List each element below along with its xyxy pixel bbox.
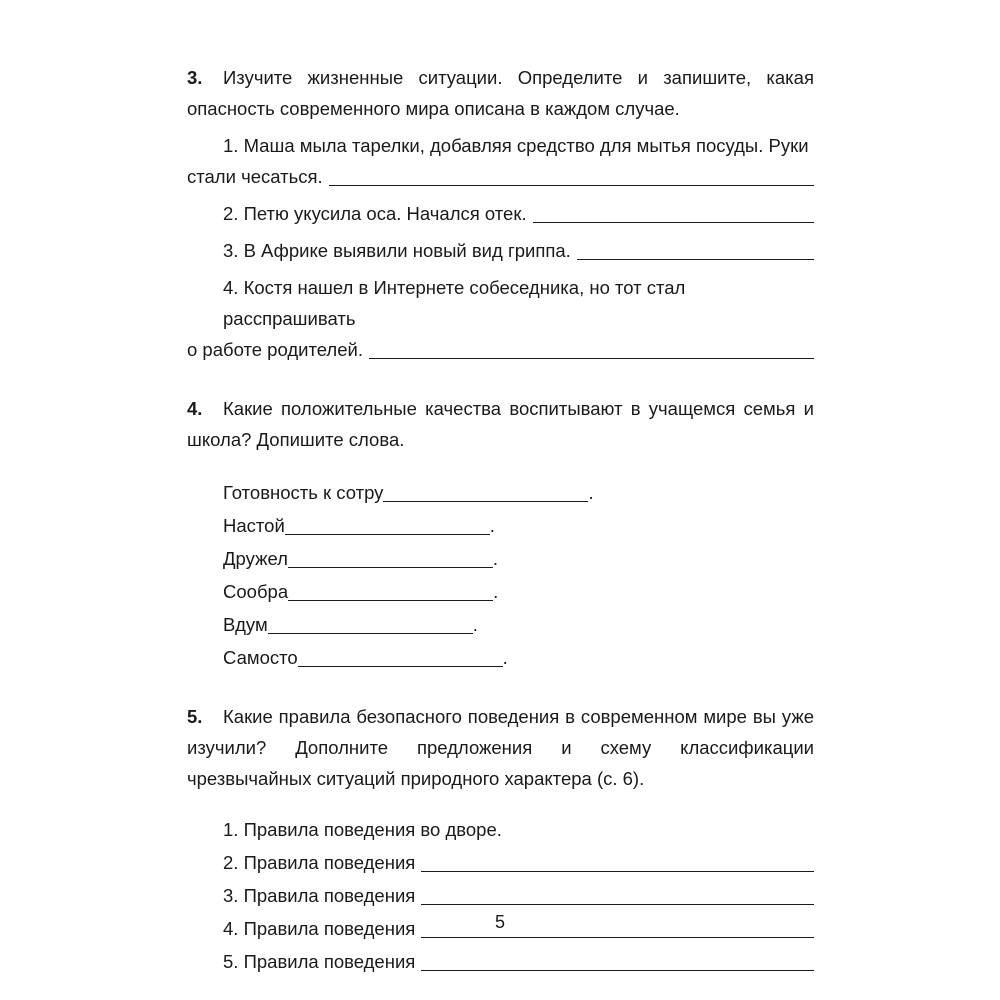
word-end: . [588, 482, 594, 503]
word-end: . [472, 614, 478, 635]
word-row-2 [187, 508, 814, 541]
answer-line[interactable] [329, 163, 814, 186]
task-3-prompt [187, 62, 814, 124]
task-5 [187, 701, 814, 977]
word-fill-line[interactable] [268, 611, 473, 634]
answer-line[interactable] [421, 882, 814, 905]
task-3-item-4-line1: 4. Костя нашел в Интернете собеседника, но тот стал расспрашивать [223, 277, 686, 329]
word-stem: Самосто [223, 647, 298, 668]
task-3-item-4-cont [187, 334, 814, 365]
task-5-item-1-text: 1. Правила поведения во дворе. [223, 819, 502, 840]
task-3-item-4 [187, 272, 814, 334]
task-5-item-4-text: 4. Правила поведения [223, 918, 416, 939]
word-row-4 [187, 574, 814, 607]
word-stem: Настой [223, 515, 285, 536]
task-3-item-1-cont [187, 161, 814, 192]
word-stem: Готовность к сотру [223, 482, 384, 503]
task-4-number: 4. [187, 398, 203, 419]
task-5-item-2 [187, 847, 814, 878]
task-5-item-3-text: 3. Правила поведения [223, 885, 416, 906]
answer-line[interactable] [533, 200, 814, 223]
task-5-item-3 [187, 880, 814, 911]
answer-line[interactable] [577, 237, 814, 260]
task-4-prompt-text: Какие положительные качества воспитывают в учащемся семья и школа? Допишите слова. [187, 398, 814, 450]
task-4-prompt [187, 393, 814, 455]
task-3-item-3 [187, 235, 814, 266]
task-5-item-5 [187, 946, 814, 977]
task-3-item-2 [187, 198, 814, 229]
page-number: 5 [494, 912, 505, 932]
task-3-number: 3. [187, 67, 203, 88]
task-5-item-5-text: 5. Правила поведения [223, 951, 416, 972]
task-3-item-1-line1: 1. Маша мыла тарелки, добавляя средство для мытья посуды. Руки [223, 135, 809, 156]
task-4 [187, 393, 814, 673]
answer-line[interactable] [421, 849, 814, 872]
worksheet-page [187, 62, 814, 977]
word-end: . [493, 581, 499, 602]
task-5-prompt [187, 701, 814, 794]
answer-line[interactable] [421, 948, 814, 971]
task-3-item-1 [187, 130, 814, 161]
task-3 [187, 62, 814, 365]
word-row-5 [187, 607, 814, 640]
task-3-item-4-line2: о работе родителей. [187, 339, 363, 360]
answer-line[interactable] [369, 336, 814, 359]
word-row-3 [187, 541, 814, 574]
word-end: . [489, 515, 495, 536]
word-stem: Вдум [223, 614, 268, 635]
word-fill-line[interactable] [288, 578, 493, 601]
word-fill-line[interactable] [285, 512, 490, 535]
task-3-item-3-text: 3. В Африке выявили новый вид гриппа. [223, 240, 571, 261]
word-row-1 [187, 475, 814, 508]
word-fill-line[interactable] [288, 545, 493, 568]
word-end: . [492, 548, 499, 569]
task-5-number: 5. [187, 706, 203, 727]
task-3-prompt-text: Изучите жизненные ситуации. Определите и запишите, какая опасность современного мира описана в каждом случае. [187, 67, 814, 119]
word-fill-line[interactable] [298, 644, 503, 667]
word-stem: Сообра [223, 581, 289, 602]
task-5-prompt-text: Какие правила безопасного поведения в современном мире вы уже изучили? Дополните предложения и схему классификации чрезвычайных ситуаций природного характера (с. 6). [187, 706, 814, 789]
task-3-item-2-text: 2. Петю укусила оса. Начался отек. [223, 203, 527, 224]
word-stem: Дружел [223, 548, 288, 569]
task-3-item-1-line2: стали чесаться. [187, 166, 323, 187]
task-5-item-2-text: 2. Правила поведения [223, 852, 416, 873]
word-row-6 [187, 640, 814, 673]
task-5-item-1 [187, 814, 814, 845]
word-end: . [502, 647, 508, 668]
word-fill-line[interactable] [383, 479, 588, 502]
